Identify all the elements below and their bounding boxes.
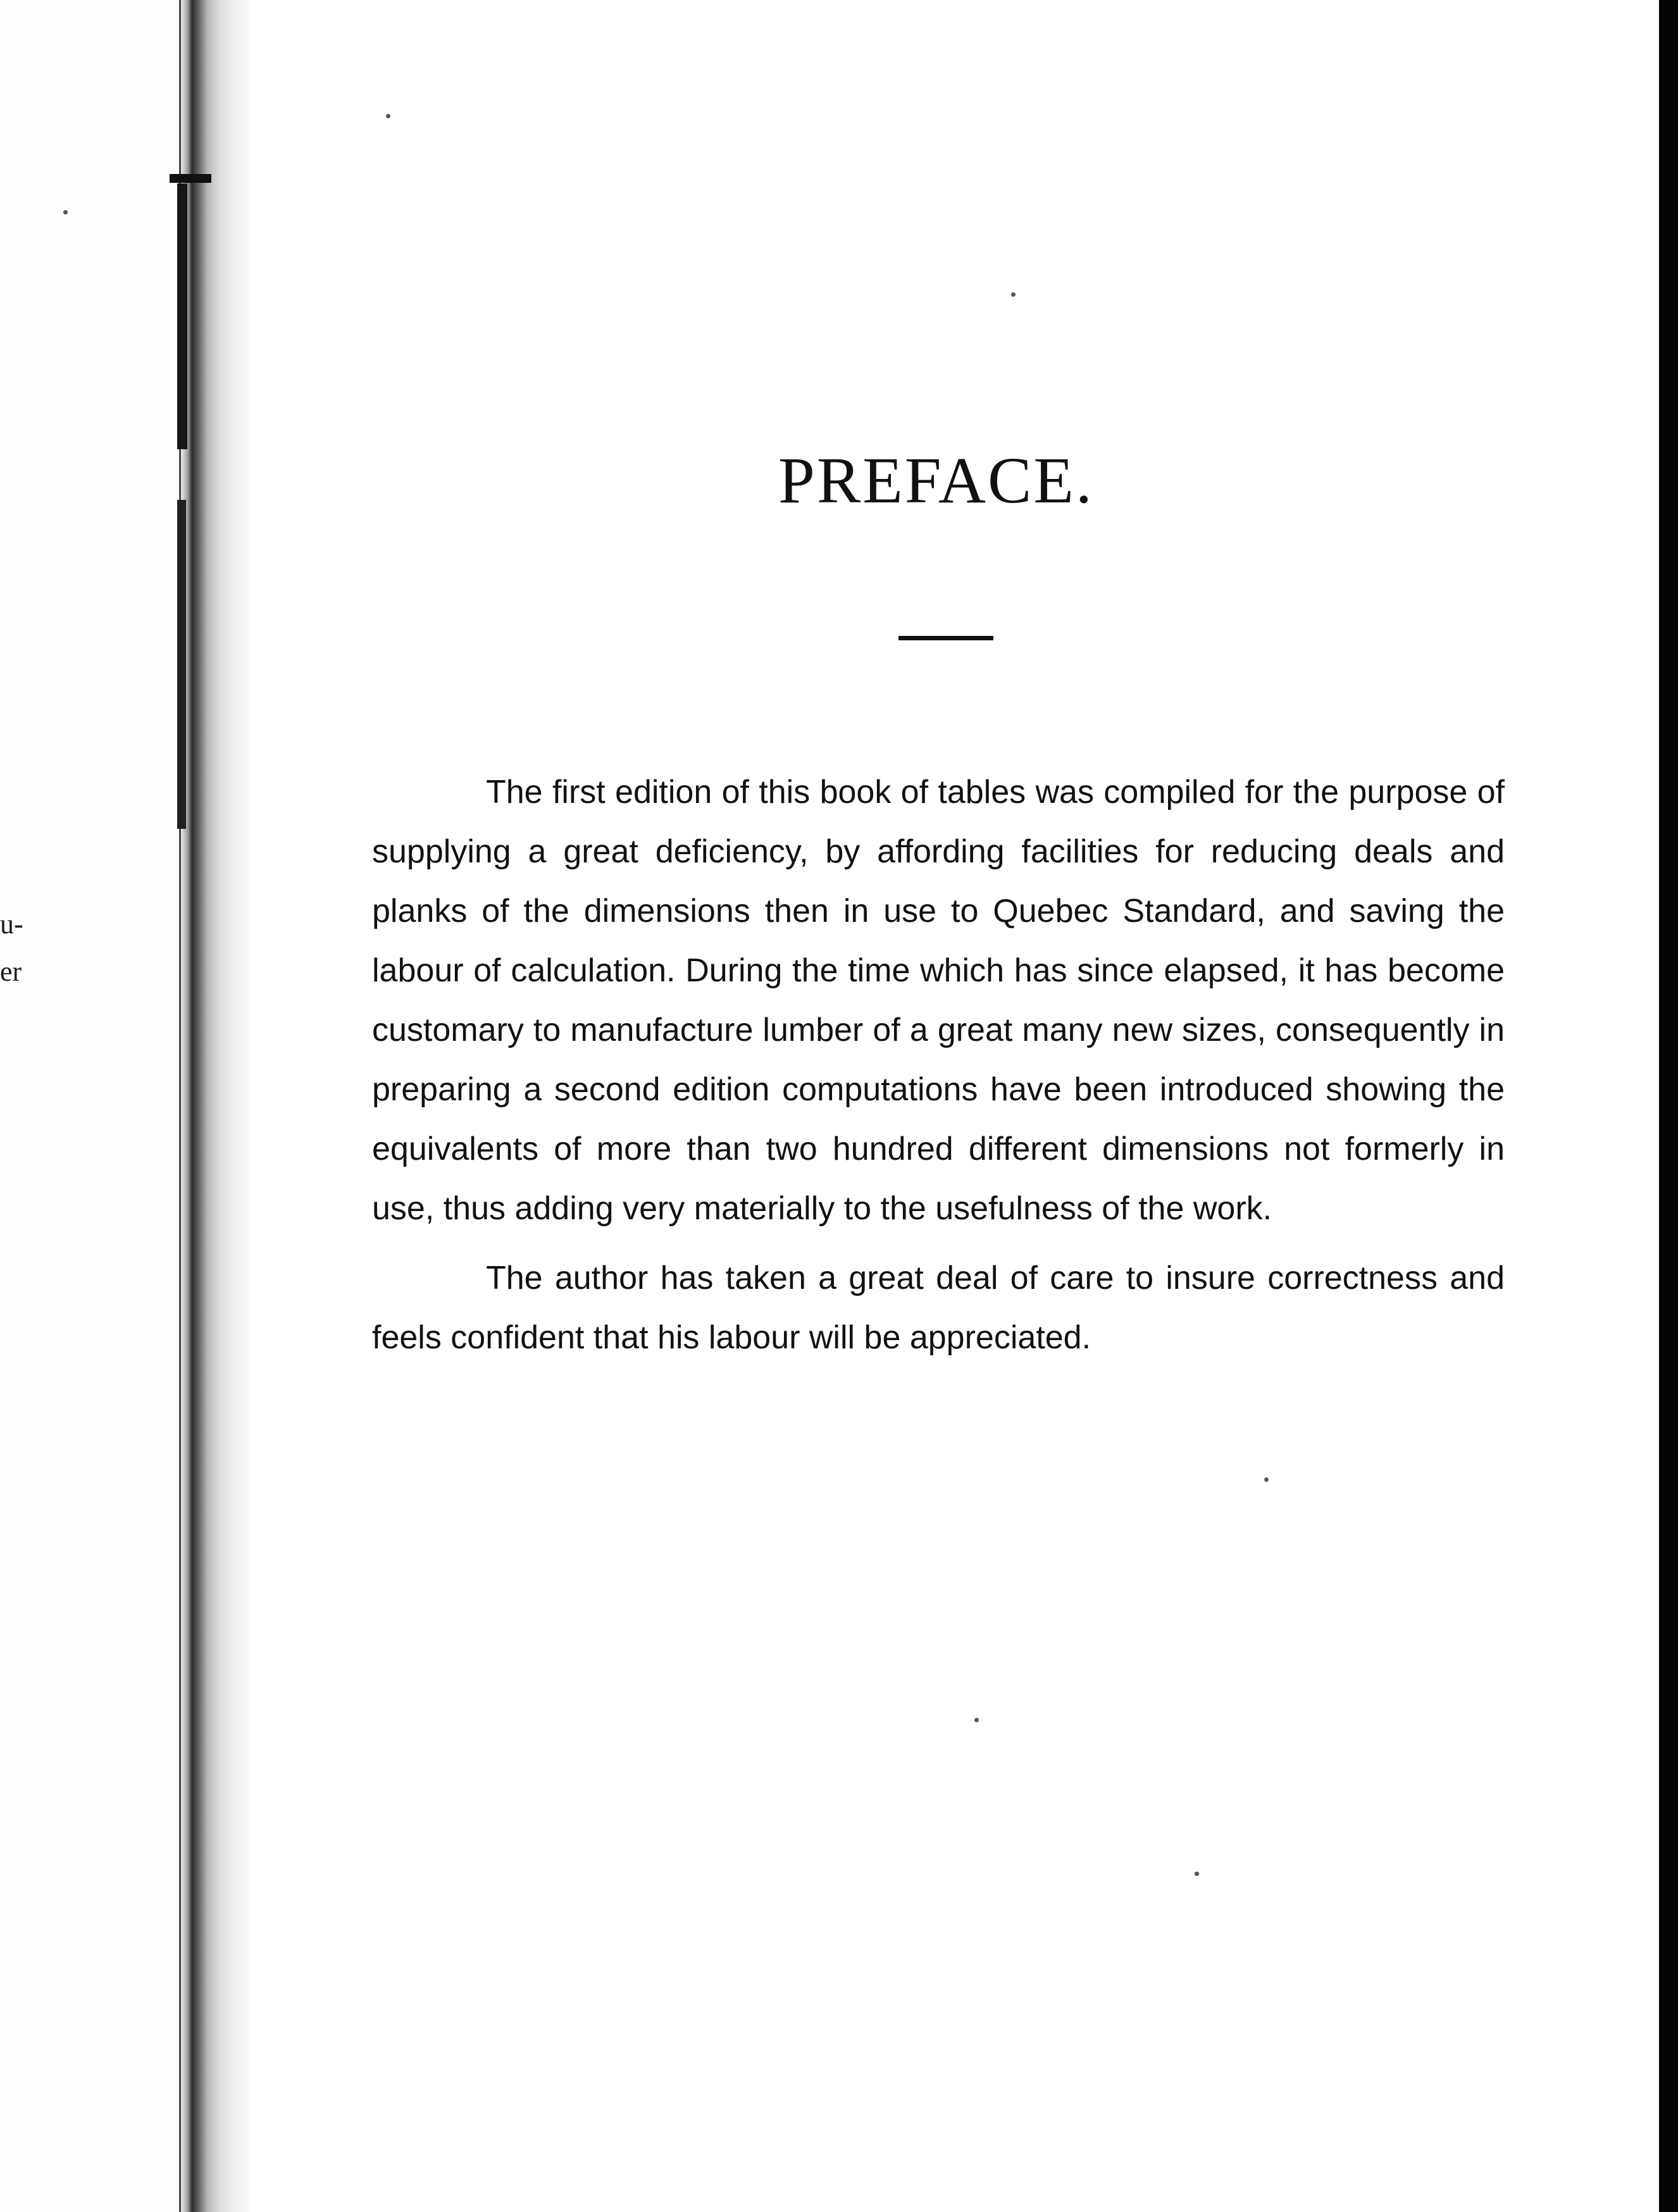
binding-shadow — [177, 500, 186, 829]
binding-shadow — [177, 183, 187, 449]
paper-speck — [63, 210, 68, 214]
page-right-edge — [1659, 0, 1678, 2212]
preface-body — [372, 762, 1505, 1367]
page-title: PREFACE. — [778, 444, 1094, 517]
facing-page-text-fragment: er — [0, 956, 22, 987]
paper-speck — [386, 114, 390, 118]
preface-paragraph: The first edition of this book of tables was compiled for the purpose of supplying a great deficiency, by affording facilities for reducing deals and planks of the dimensions then in use to Quebec Standard, and saving the labour of calculation. During the time which has since elapsed, it has become customary to manufacture lumber of a great many new sizes, consequently in preparing a second edition computations have been introduced showing the equivalents of more than two hundred different dimensions not formerly in use, thus adding very materially to the usefulness of the work. — [372, 774, 1505, 1227]
preface-paragraph: The author has taken a great deal of care to insure correctness and feels confident that his labour will be appreciated. — [372, 1260, 1505, 1356]
paper-speck — [1264, 1477, 1269, 1482]
paper-speck — [1011, 292, 1016, 297]
book-spine — [181, 0, 251, 2212]
paper-speck — [1195, 1872, 1199, 1876]
facing-page-text-fragment: u- — [0, 909, 23, 940]
binding-mark — [170, 174, 211, 183]
title-rule — [898, 636, 993, 640]
facing-page — [0, 0, 183, 2212]
paper-speck — [974, 1718, 979, 1722]
